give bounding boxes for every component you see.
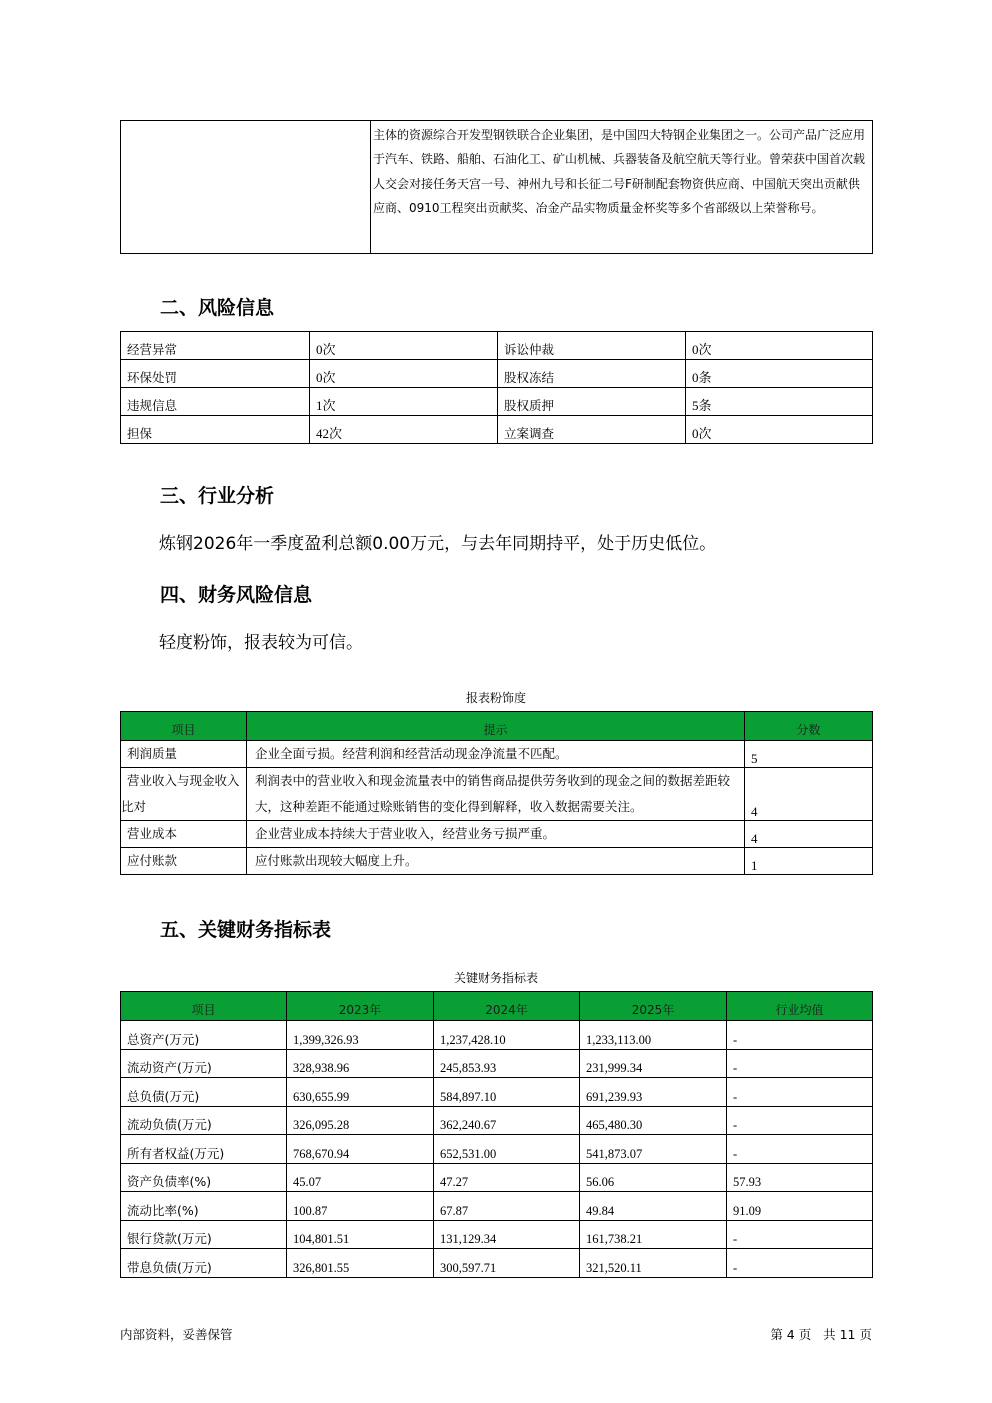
risk-value: 0次 [310,360,498,388]
indicator-industry-avg: 57.93 [727,1163,873,1192]
indicator-2023: 100.87 [287,1192,434,1221]
table-row [121,1249,873,1278]
indicator-name: 流动负债(万元) [121,1106,287,1135]
whitewash-score: 4 [745,768,873,821]
table-row [121,360,873,388]
table-row [121,1220,873,1249]
indicator-2025: 49.84 [580,1192,727,1221]
table-row [121,1192,873,1221]
indicator-2025: 465,480.30 [580,1106,727,1135]
indicator-2023: 630,655.99 [287,1078,434,1107]
table-row [121,1106,873,1135]
indicator-industry-avg: 91.09 [727,1192,873,1221]
risk-label: 经营异常 [121,332,310,360]
key-indicators-table [120,991,873,1278]
whitewash-item: 营业成本 [121,821,247,848]
indicator-2024: 67.87 [434,1192,580,1221]
indicator-name: 所有者权益(万元) [121,1135,287,1164]
indicator-industry-avg: - [727,1249,873,1278]
indicator-2025: 161,738.21 [580,1220,727,1249]
whitewash-hint: 企业营业成本持续大于营业收入，经营业务亏损严重。 [247,821,745,848]
indicator-2023: 328,938.96 [287,1049,434,1078]
indicator-2024: 245,853.93 [434,1049,580,1078]
indicator-2023: 768,670.94 [287,1135,434,1164]
table-row [121,1021,873,1050]
table-row [121,741,873,768]
indicator-2024: 652,531.00 [434,1135,580,1164]
indicator-2024: 362,240.67 [434,1106,580,1135]
section-financial-risk-title: 四、财务风险信息 [160,584,313,606]
table-row [121,332,873,360]
key-indicators-caption: 关键财务指标表 [453,971,538,985]
risk-label: 股权冻结 [498,360,686,388]
table-row [121,768,873,821]
whitewash-score: 1 [745,848,873,875]
intro-text-cell: 主体的资源综合开发型钢铁联合企业集团，是中国四大特钢企业集团之一。公司产品广泛应用于汽车、铁路、船舶、石油化工、矿山机械、兵器装备及航空航天等行业。曾荣获中国首次载人交会对接任务天宫一号、神州九号和长征二号F研制配套物资供应商、中国航天突出贡献供应商、0910工程突出贡献奖、冶金产品实物质量金杯奖等多个省部级以上荣誉称号。 [371,121,873,254]
indicator-name: 总负债(万元) [121,1078,287,1107]
indicator-industry-avg: - [727,1078,873,1107]
col-header-2023: 2023年 [287,992,434,1021]
table-row [121,1078,873,1107]
table-row [121,388,873,416]
col-header-industry-avg: 行业均值 [727,992,873,1021]
whitewash-item: 营业收入与现金收入比对 [121,768,247,821]
col-header-item: 项目 [121,992,287,1021]
risk-value: 0次 [310,332,498,360]
section-risk-title: 二、风险信息 [160,297,275,319]
indicator-2023: 1,399,326.93 [287,1021,434,1050]
col-header-2025: 2025年 [580,992,727,1021]
indicator-2025: 541,873.07 [580,1135,727,1164]
indicator-industry-avg: - [727,1106,873,1135]
whitewash-score: 5 [745,741,873,768]
indicator-2023: 104,801.51 [287,1220,434,1249]
intro-label-cell [121,121,371,254]
indicator-industry-avg: - [727,1049,873,1078]
risk-value: 42次 [310,416,498,444]
table-row [121,1049,873,1078]
risk-value: 0次 [686,416,873,444]
indicator-name: 总资产(万元) [121,1021,287,1050]
risk-label: 股权质押 [498,388,686,416]
whitewash-item: 应付账款 [121,848,247,875]
whitewash-item: 利润质量 [121,741,247,768]
indicator-2025: 56.06 [580,1163,727,1192]
risk-value: 0条 [686,360,873,388]
table-row [121,1163,873,1192]
risk-info-table [120,331,873,444]
table-row [121,1135,873,1164]
indicator-name: 资产负债率(%) [121,1163,287,1192]
financial-risk-summary: 轻度粉饰，报表较为可信。 [159,633,363,653]
industry-analysis-text: 炼钢2026年一季度盈利总额0.00万元，与去年同期持平，处于历史低位。 [159,534,717,554]
indicator-2025: 691,239.93 [580,1078,727,1107]
section-industry-title: 三、行业分析 [160,485,275,507]
indicator-2023: 45.07 [287,1163,434,1192]
indicator-industry-avg: - [727,1220,873,1249]
indicator-2024: 584,897.10 [434,1078,580,1107]
indicator-name: 银行贷款(万元) [121,1220,287,1249]
indicator-2024: 300,597.71 [434,1249,580,1278]
col-header-score: 分数 [745,712,873,741]
risk-label: 环保处罚 [121,360,310,388]
table-row [121,848,873,875]
table-row [121,821,873,848]
risk-value: 1次 [310,388,498,416]
whitewash-hint: 应付账款出现较大幅度上升。 [247,848,745,875]
whitewash-hint: 企业全面亏损。经营利润和经营活动现金净流量不匹配。 [247,741,745,768]
indicator-industry-avg: - [727,1135,873,1164]
indicator-name: 带息负债(万元) [121,1249,287,1278]
col-header-hint: 提示 [247,712,745,741]
indicator-2025: 231,999.34 [580,1049,727,1078]
whitewash-score: 4 [745,821,873,848]
risk-value: 5条 [686,388,873,416]
risk-label: 立案调查 [498,416,686,444]
indicator-2024: 47.27 [434,1163,580,1192]
indicator-2025: 1,233,113.00 [580,1021,727,1050]
footer-page-number: 第 4 页 共 11 页 [770,1327,872,1342]
indicator-name: 流动资产(万元) [121,1049,287,1078]
indicator-industry-avg: - [727,1021,873,1050]
col-header-2024: 2024年 [434,992,580,1021]
footer-confidential: 内部资料，妥善保管 [120,1327,233,1342]
risk-label: 诉讼仲裁 [498,332,686,360]
col-header-item: 项目 [121,712,247,741]
indicator-2024: 131,129.34 [434,1220,580,1249]
indicator-2024: 1,237,428.10 [434,1021,580,1050]
whitewash-table-caption: 报表粉饰度 [465,691,526,705]
risk-label: 违规信息 [121,388,310,416]
indicator-2025: 321,520.11 [580,1249,727,1278]
whitewash-table [120,711,873,875]
indicator-name: 流动比率(%) [121,1192,287,1221]
section-key-indicators-title: 五、关键财务指标表 [160,919,332,941]
whitewash-hint: 利润表中的营业收入和现金流量表中的销售商品提供劳务收到的现金之间的数据差距较大，这种差距不能通过赊账销售的变化得到解释，收入数据需要关注。 [247,768,745,821]
indicator-2023: 326,095.28 [287,1106,434,1135]
risk-value: 0次 [686,332,873,360]
indicator-2023: 326,801.55 [287,1249,434,1278]
table-row [121,416,873,444]
company-intro-table [120,120,873,254]
risk-label: 担保 [121,416,310,444]
